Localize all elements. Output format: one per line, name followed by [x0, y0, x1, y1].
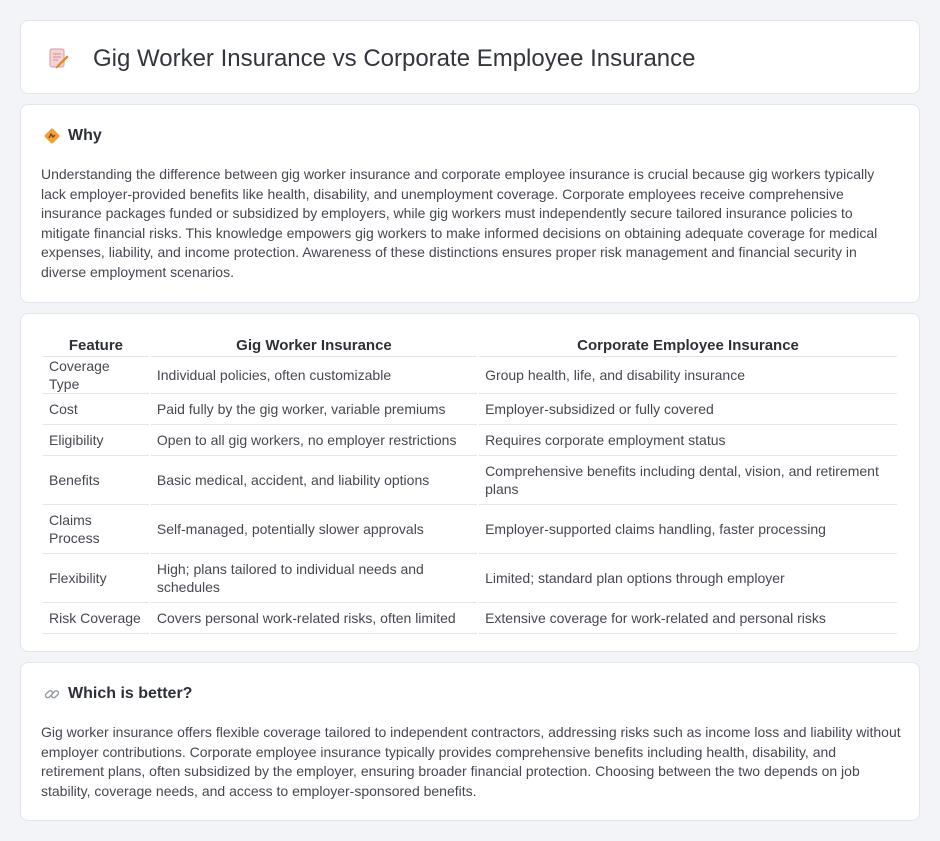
table-cell: Benefits: [43, 456, 149, 505]
column-header-gig: Gig Worker Insurance: [151, 334, 477, 357]
page-title: Gig Worker Insurance vs Corporate Employee Insurance: [93, 45, 696, 72]
comparison-table: [41, 334, 899, 634]
table-cell: Flexibility: [43, 554, 149, 603]
table-cell: Self-managed, potentially slower approvals: [151, 505, 477, 554]
diamond-sign-icon: [43, 127, 61, 145]
better-heading: Which is better?: [68, 685, 193, 702]
table-row: [43, 357, 897, 394]
table-cell: Comprehensive benefits including dental, vision, and retirement plans: [479, 456, 897, 505]
table-cell: Covers personal work-related risks, often limited: [151, 603, 477, 634]
table-cell: Claims Process: [43, 505, 149, 554]
table-cell: Individual policies, often customizable: [151, 357, 477, 394]
table-cell: Limited; standard plan options through employer: [479, 554, 897, 603]
table-cell: Risk Coverage: [43, 603, 149, 634]
column-header-feature: Feature: [43, 334, 149, 357]
table-row: [43, 425, 897, 456]
table-cell: Employer-supported claims handling, faster processing: [479, 505, 897, 554]
table-cell: Coverage Type: [43, 357, 149, 394]
table-row: [43, 456, 897, 505]
why-section: [20, 104, 920, 303]
table-cell: Eligibility: [43, 425, 149, 456]
document-pencil-icon: [48, 47, 70, 71]
table-cell: Open to all gig workers, no employer restrictions: [151, 425, 477, 456]
header-card: [20, 20, 920, 94]
table-cell: Requires corporate employment status: [479, 425, 897, 456]
table-row: [43, 603, 897, 634]
table-cell: Employer-subsidized or fully covered: [479, 394, 897, 425]
why-text: Understanding the difference between gig worker insurance and corporate employee insurance is crucial because gig workers typically lack employer-provided benefits like health, disability, and unemployment coverage. Corporate employees receive comprehensive insurance packages funded or subsidized by employers, while gig workers must independently secure tailored insurance policies to mitigate financial risks. This knowledge empowers gig workers to make informed decisions on obtaining adequate coverage for medical expenses, liability, and income protection. Awareness of these distinctions ensures proper risk management and financial security in diverse employment scenarios.: [41, 166, 878, 280]
table-row: [43, 554, 897, 603]
table-header-row: [43, 334, 897, 357]
table-cell: Basic medical, accident, and liability options: [151, 456, 477, 505]
table-cell: Paid fully by the gig worker, variable premiums: [151, 394, 477, 425]
column-header-corporate: Corporate Employee Insurance: [479, 334, 897, 357]
why-heading: Why: [68, 127, 102, 144]
table-cell: Group health, life, and disability insurance: [479, 357, 897, 394]
why-heading-row: [43, 127, 102, 145]
table-cell: High; plans tailored to individual needs and schedules: [151, 554, 477, 603]
which-is-better-section: [20, 662, 920, 821]
table-row: [43, 394, 897, 425]
link-icon: [43, 685, 61, 703]
table-row: [43, 505, 897, 554]
table-cell: Extensive coverage for work-related and personal risks: [479, 603, 897, 634]
better-heading-row: [43, 685, 192, 703]
comparison-section: [20, 313, 920, 652]
table-cell: Cost: [43, 394, 149, 425]
better-text: Gig worker insurance offers flexible coverage tailored to independent contractors, addressing risks such as income loss and liability without employer contributions. Corporate employee insurance typically provides comprehensive benefits including health, disability, and retirement plans, often subsidized by the employer, ensuring broader financial protection. Choosing between the two depends on job stability, coverage needs, and access to employer-sponsored benefits.: [41, 724, 901, 799]
